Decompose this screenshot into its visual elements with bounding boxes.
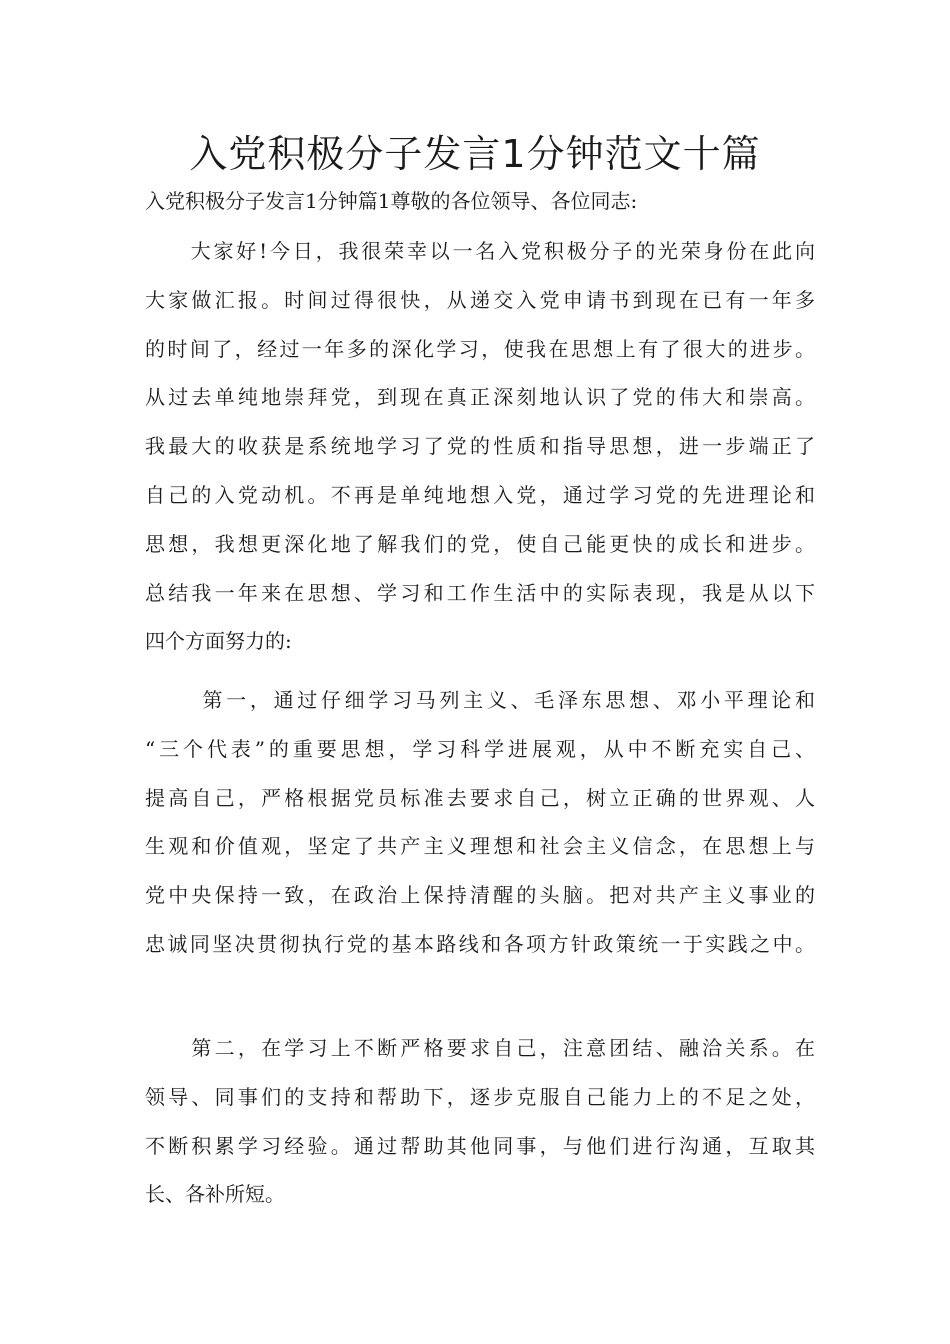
paragraph-line: 大家好!今日，我很荣幸以一名入党积极分子的光荣身份在此向 — [145, 239, 815, 263]
paragraph-line: 总结我一年来在思想、学习和工作生活中的实际表现，我是从以下 — [145, 580, 815, 605]
paragraph-line: 的时间了，经过一年多的深化学习，使我在思想上有了很大的进步。 — [145, 336, 815, 361]
paragraph-1 — [145, 227, 815, 666]
paragraph-line: 从过去单纯地崇拜党，到现在真正深刻地认识了党的伟大和崇高。 — [145, 385, 815, 410]
paragraph-line: 自己的入党动机。不再是单纯地想入党，通过学习党的先进理论和 — [145, 482, 815, 507]
paragraph-line: “三个代表”的重要思想，学习科学进展观，从中不断充实自己、 — [145, 736, 815, 761]
paragraph-3 — [145, 1024, 815, 1219]
paragraph-line: 生观和价值观，坚定了共产主义理想和社会主义信念，在思想上与 — [145, 834, 815, 859]
paragraph-line: 我最大的收获是系统地学习了党的性质和指导思想，进一步端正了 — [145, 434, 815, 459]
paragraph-line: 提高自己，严格根据党员标准去要求自己，树立正确的世界观、人 — [145, 785, 815, 810]
paragraph-line: 第一，通过仔细学习马列主义、毛泽东思想、邓小平理论和 — [145, 688, 815, 712]
paragraph-line: 第二，在学习上不断严格要求自己，注意团结、融洽关系。在 — [145, 1036, 815, 1060]
paragraph-line: 四个方面努力的: — [145, 629, 292, 654]
document-title: 入党积极分子发言1分钟范文十篇 — [189, 132, 761, 176]
paragraph-line: 不断积累学习经验。通过帮助其他同事，与他们进行沟通，互取其 — [145, 1133, 815, 1158]
paragraph-2 — [145, 676, 815, 969]
paragraph-line: 领导、同事们的支持和帮助下，逐步克服自己能力上的不足之处， — [145, 1084, 815, 1109]
paragraph-line: 大家做汇报。时间过得很快，从递交入党申请书到现在已有一年多 — [145, 287, 815, 312]
paragraph-line: 党中央保持一致，在政治上保持清醒的头脑。把对共产主义事业的 — [145, 883, 815, 908]
intro-line: 入党积极分子发言1分钟篇1尊敬的各位领导、各位同志: — [145, 189, 638, 213]
paragraph-line: 思想，我想更深化地了解我们的党，使自己能更快的成长和进步。 — [145, 531, 815, 556]
paragraph-line: 长、各补所短。 — [145, 1182, 285, 1207]
paragraph-line: 忠诚同坚决贯彻执行党的基本路线和各项方针政策统一于实践之中。 — [145, 931, 815, 956]
